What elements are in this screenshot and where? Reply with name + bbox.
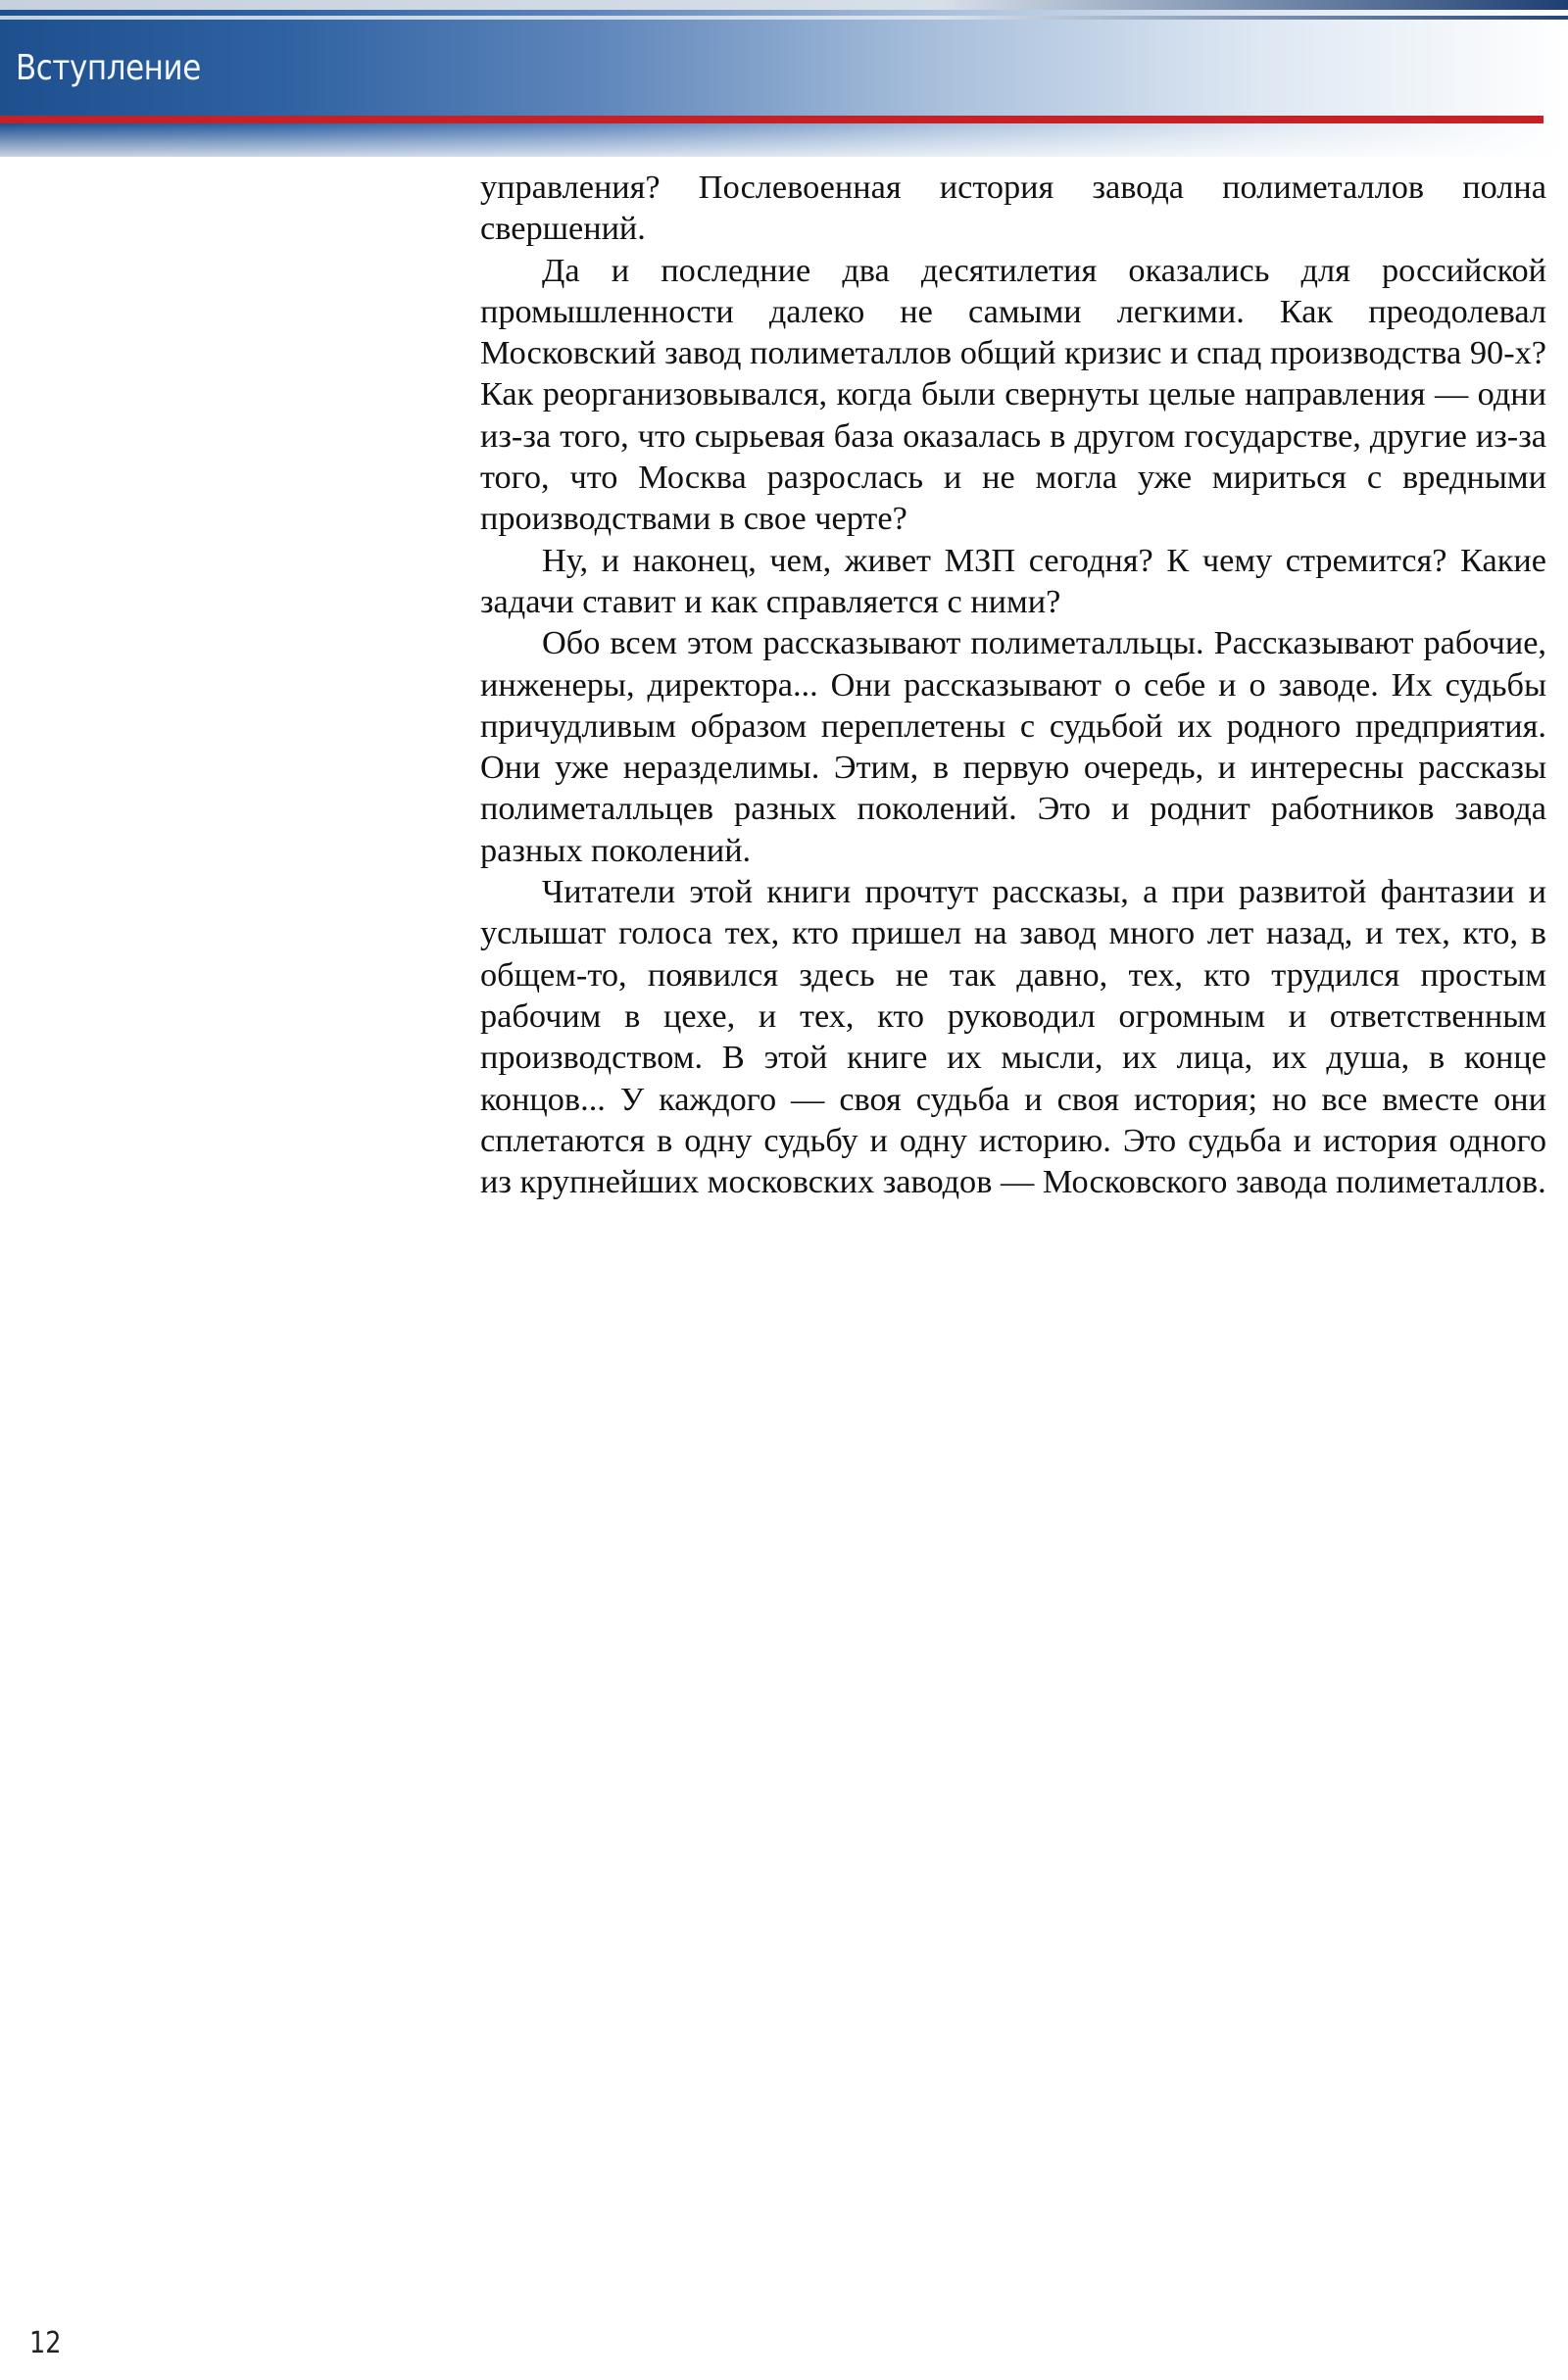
paragraph-1: управления? Послевоенная история завода полиметаллов полна свершений. <box>480 169 1546 248</box>
paragraph-3: Ну, и наконец, чем, живет МЗП сегодня? К чему стремится? Какие задачи ставит и как справляется с ними? <box>480 541 1546 620</box>
section-title: Вступление <box>16 48 201 88</box>
header-fade <box>0 123 1568 157</box>
header-red-line <box>0 116 1544 123</box>
paragraph-2: Да и последние два десятилетия оказались для российской промышленности далеко не самыми легкими. Как преодолевал Московский завод полиметаллов общий кризис и спад производства 90-х? Как реорганизовывался, когда были свернуты целые направления — одни из-за того, что сырьевая база оказалась в другом государстве, другие из-за того, что Москва разрослась и не могла уже мириться с вредными производствами в свое черте? <box>480 251 1546 538</box>
page-number: 12 <box>29 2326 62 2360</box>
header-top-line <box>0 16 1568 20</box>
paragraph-4: Обо всем этом рассказывают полиметалльцы. Рассказывают рабочие, инженеры, директора... Они рассказывают о себе и о заводе. Их судьбы причудливым образом переплетены с судьбой их родного предприятия. Они уже неразделимы. Этим, в первую очередь, и интересны рассказы полиметалльцев разных поколений. Это и роднит работников завода разных поколений. <box>480 624 1546 869</box>
header-band <box>0 0 1568 157</box>
paragraph-5: Читатели этой книги прочтут рассказы, а при развитой фантазии и услышат голоса тех, кто пришел на завод много лет назад, и тех, кто, в общем-то, появился здесь не так давно, тех, кто трудился простым рабочим в цехе, и тех, кто руководил огромным и ответственным производством. В этой книге их мысли, их лица, их душа, в конце концов... У каждого — своя судьба и своя история; но все вместе они сплетаются в одну судьбу и одну историю. Это судьба и история одного из крупнейших московских заводов — Московского завода полиметаллов. <box>480 873 1546 1201</box>
header-top-stripe <box>0 0 1568 10</box>
body-text <box>480 167 1546 1202</box>
